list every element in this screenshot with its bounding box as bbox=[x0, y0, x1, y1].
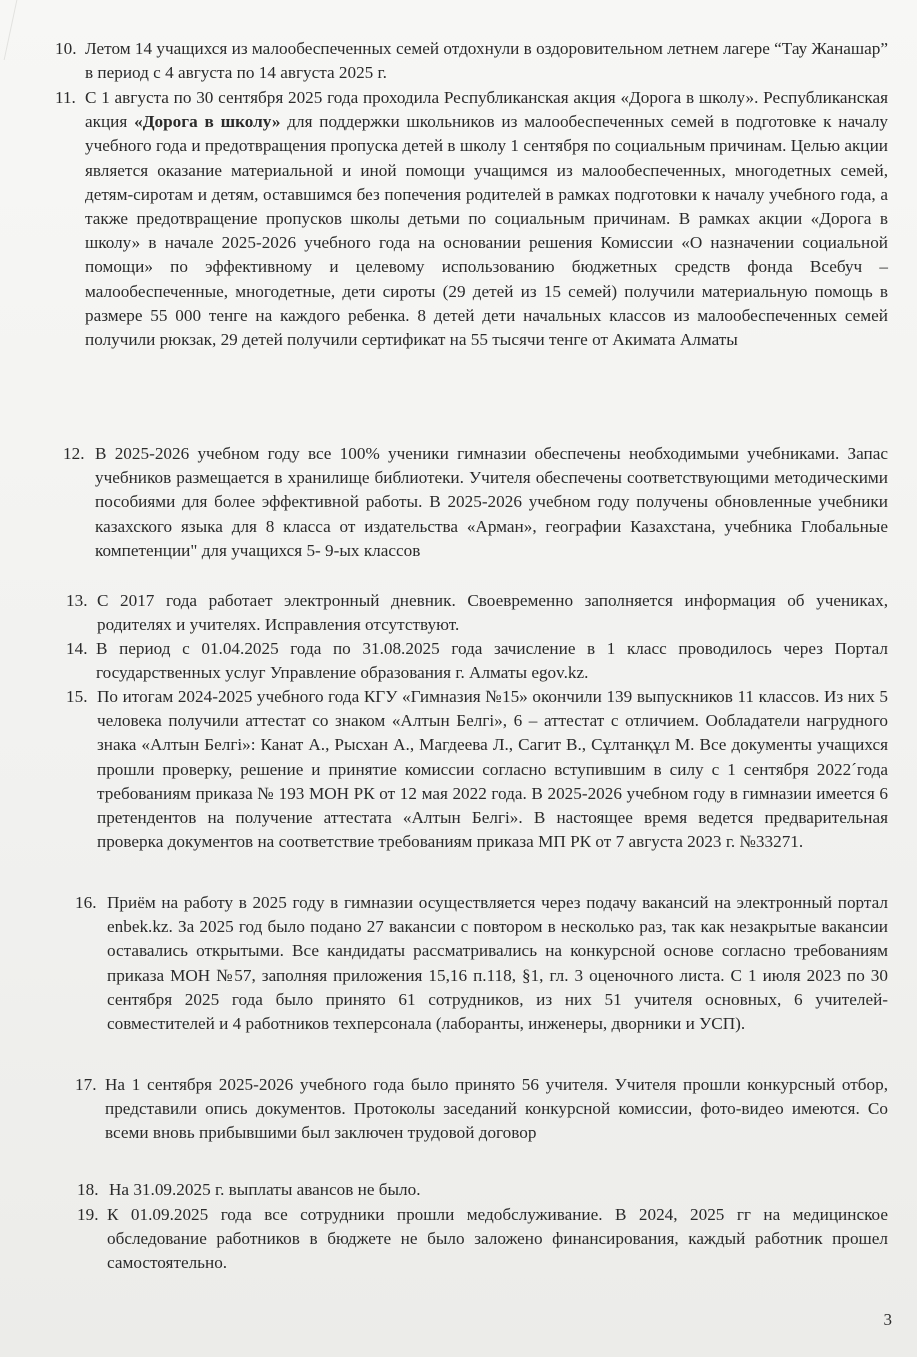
scan-edge-mark bbox=[0, 0, 17, 60]
list-item-text: Приём на работу в 2025 году в гимназии осуществляется через подачу вакансий на электронный портал enbek.kz. За 2025 год было подано 27 вакансии с повтором в несколько раз, так как незакрытые вакансии оставались открытыми. Все кандидаты рассматривались на конкурсной основе согласно требованиям приказа МОН №57, заполняя приложения 15,16 п.118, §1, гл. 3 оценочного листа. С 1 июля 2023 по 30 сентября 2025 года было принято 61 сотрудников, из них 51 учителя основных, 6 учителей- совместителей и 4 работников техперсонала (лаборанты, инженеры, дворники и УСП). bbox=[107, 893, 888, 1034]
list-item-text: На 1 сентября 2025-2026 учебного года было принято 56 учителя. Учителя прошли конкурсный отбор, представили опись документов. Протоколы заседаний конкурсной комиссии, фото-видео имеются. Со всеми вновь прибывшими был заключен трудовой договор bbox=[105, 1075, 888, 1143]
list-item-number: 14. bbox=[66, 639, 88, 658]
bold-campaign-name: «Дорога в школу» bbox=[134, 112, 281, 132]
list-item-text: Летом 14 учащихся из малообеспеченных семей отдохнули в оздоровительном летнем лагере “Тау Жанашар” в период с 4 августа по 14 августа 2025 г. bbox=[85, 39, 888, 83]
list-item-number: 17. bbox=[75, 1075, 97, 1094]
list-item-number: 18. bbox=[77, 1180, 99, 1199]
list-item-text: С 2017 года работает электронный дневник. Своевременно заполняется информация об учениках, родителях и учителях. Исправления отсутствуют. bbox=[97, 591, 888, 635]
list-item-text: По итогам 2024-2025 учебного года КГУ «Гимназия №15» окончили 139 выпускников 11 классов. Из них 5 человека получили аттестат со знаком «Алтын Белгі», 6 – аттестат с отличием. Ообладатели нагрудного знака «Алтын Белгі»: Канат А., Рысхан А., Магдеева Л., Сагит В., Сұлтанқұл М. Все документы учащихся прошли проверку, решение и принятие комиссии согласно вступившим в силу с 1 сентября 2022´года требованиям приказа № 193 МОН РК от 12 мая 2022 года. В 2025-2026 учебном году в гимназии имеется 6 претендентов на получение аттестата «Алтын Белгі». В настоящее время ведется предварительная проверка документов на соответствие требованиям приказа МП РК от 7 августа 2023 г. №33271. bbox=[97, 687, 888, 852]
list-item-18 bbox=[77, 1178, 888, 1202]
list-item-text: В 2025-2026 учебном году все 100% ученики гимназии обеспечены необходимыми учебниками. Запас учебников размещается в хранилище библиотеки. Учителя обеспечены соответствующими методическими пособиями для более эффективной работы. В 2025-2026 учебном году получены обновленные учебники казахского языка для 8 класса от издательства «Арман», географии Казахстана, учебника Глобальные компетенции" для учащихся 5- 9-ых классов bbox=[95, 444, 888, 560]
list-item-number: 10. bbox=[55, 39, 77, 58]
list-item-number: 19. bbox=[77, 1205, 99, 1224]
list-item-10 bbox=[55, 37, 888, 85]
list-item-11 bbox=[55, 86, 888, 352]
list-item-number: 15. bbox=[66, 687, 88, 706]
list-item-number: 11. bbox=[55, 88, 76, 107]
list-item-14 bbox=[66, 637, 888, 685]
list-item-number: 16. bbox=[75, 893, 97, 912]
list-item-19 bbox=[77, 1203, 888, 1276]
list-item-text: К 01.09.2025 года все сотрудники прошли медобслуживание. В 2024, 2025 гг на медицинское обследование работников в бюджете не было заложено финансирования, каждый работник прошел самостоятельно. bbox=[107, 1205, 888, 1273]
list-item-text bbox=[85, 86, 888, 352]
list-item-16 bbox=[75, 891, 888, 1036]
list-item-text: В период с 01.04.2025 года по 31.08.2025 года зачисление в 1 класс проводилось через Портал государственных услуг Управление образования г. Алматы egov.kz. bbox=[96, 639, 888, 683]
list-item-number: 13. bbox=[66, 591, 88, 610]
list-item-13 bbox=[66, 589, 888, 637]
list-item-15 bbox=[66, 685, 888, 854]
list-item-17 bbox=[75, 1073, 888, 1146]
text-segment: для поддержки школьников из малообеспеченных семей в подготовке к началу учебного года и предотвращения пропуска детей в школу 1 сентября по социальным причинам. Целью акции является оказание материальной и иной помощи учащимся из малообеспеченных, многодетных семей, детям-сиротам и детям, оставшимся без попечения родителей в рамках подготовки к началу учебного года, а также предотвращение пропусков школы детьми по социальным причинам. В рамках акции «Дорога в школу» в начале 2025-2026 учебного года на основании решения Комиссии «О назначении социальной помощи» по эффективному и целевому использованию бюджетных средств фонда Всебуч – малообеспеченные, многодетные, дети сироты (29 детей из 15 семей) получили материальную помощь в размере 55 000 тенге на каждого ребенка. 8 детей дети начальных классов из малообеспеченных семей получили рюкзак, 29 детей получили сертификат на 55 тысячи тенге от Акимата Алматы bbox=[85, 112, 888, 350]
list-item-12 bbox=[63, 442, 888, 563]
list-item-text: На 31.09.2025 г. выплаты авансов не было. bbox=[109, 1180, 421, 1199]
text-segment: С 1 августа по 30 сентября 2025 года проходила Республиканская акция «Дорога в школу». Республиканская акция bbox=[85, 88, 888, 132]
list-item-number: 12. bbox=[63, 444, 85, 463]
page-number: 3 bbox=[883, 1310, 892, 1329]
